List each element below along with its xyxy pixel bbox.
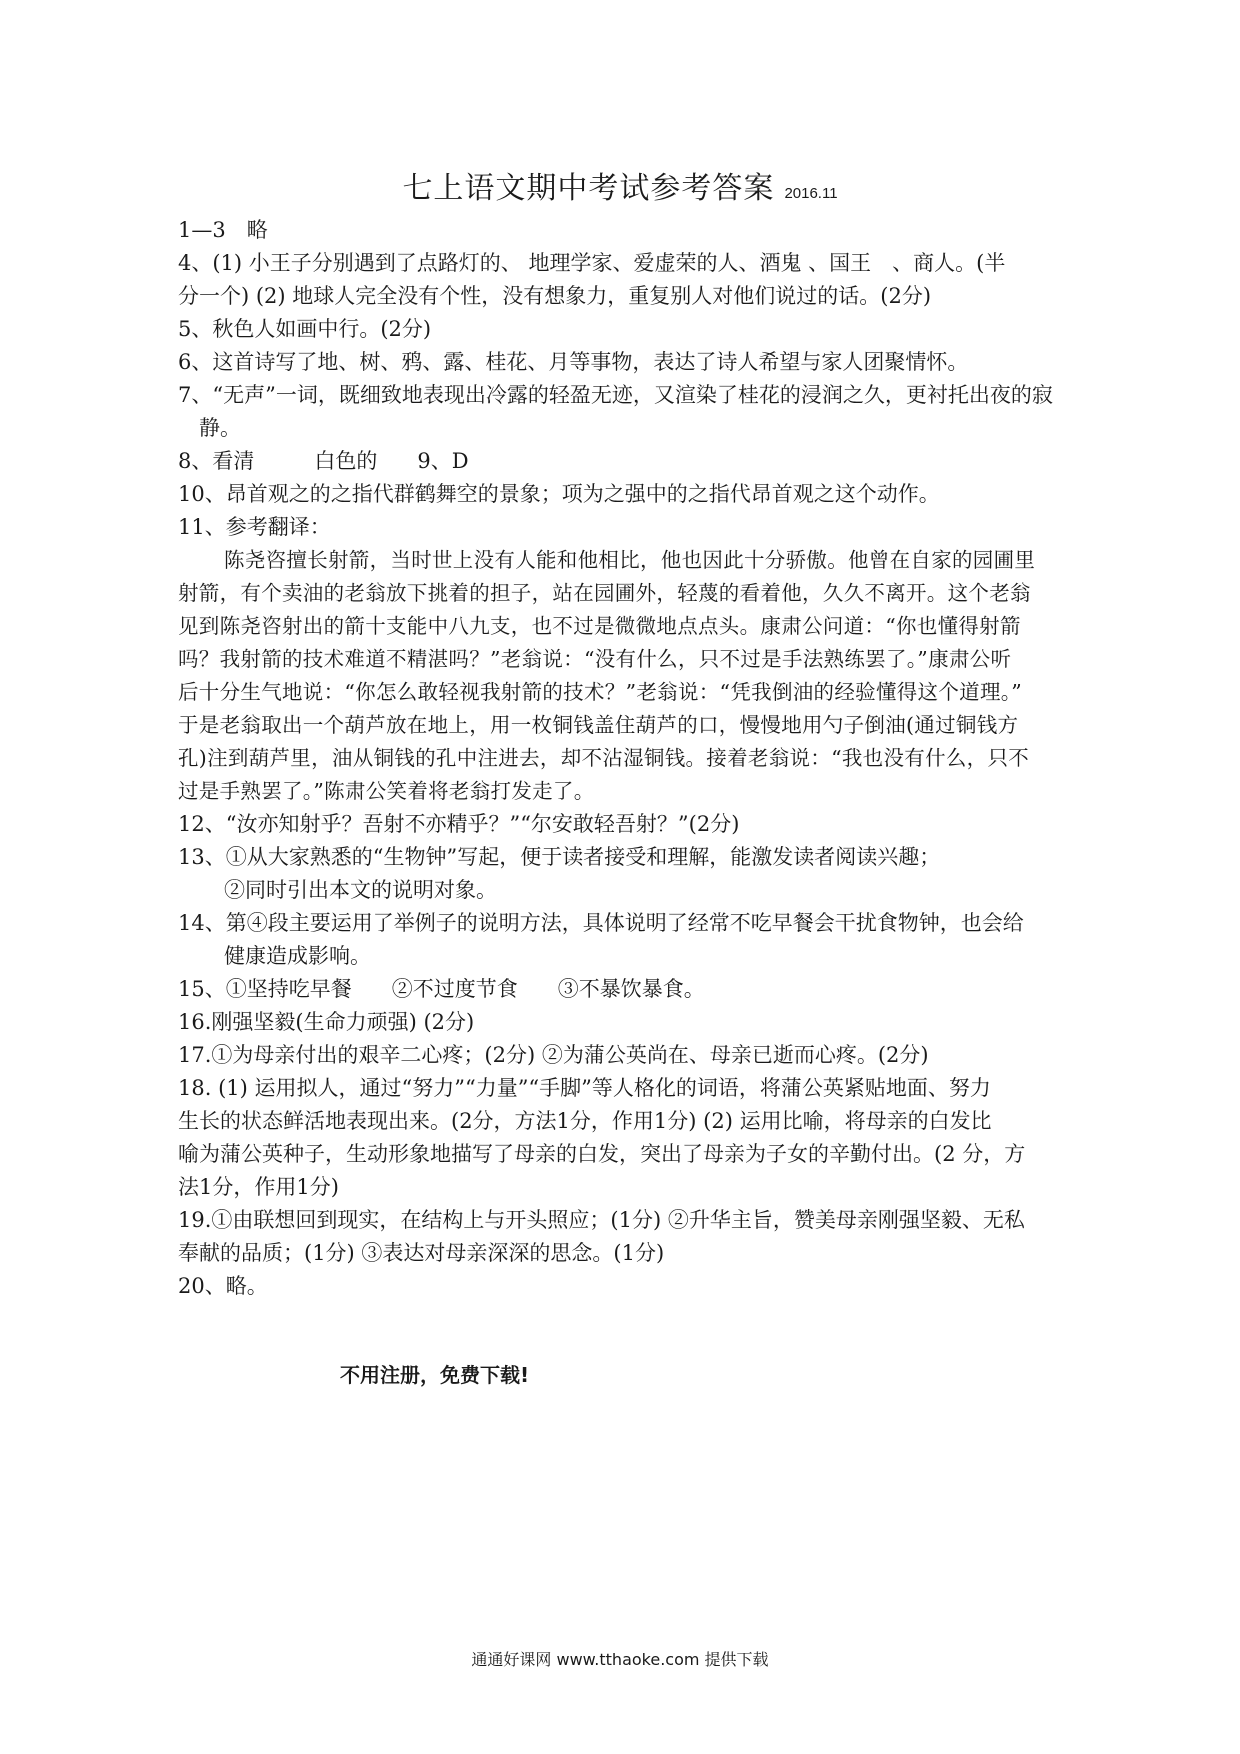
document-date: 2016.11 — [784, 185, 838, 202]
translation-line: 陈尧咨擅长射箭，当时世上没有人能和他相比，他也因此十分骄傲。他曾在自家的园圃里 — [224, 548, 1036, 572]
translation-line: 过是手熟罢了。”陈肃公笑着将老翁打发走了。 — [178, 779, 595, 803]
translation-line: 后十分生气地说：“你怎么敢轻视我射箭的技术？”老翁说：“凭我倒油的经验懂得这个道理。” — [178, 680, 1023, 704]
answer-8-part-2: 白色的 — [314, 449, 378, 473]
answer-15 — [178, 974, 1068, 1007]
answer-15-part-1: 15、①坚持吃早餐 — [178, 977, 352, 1001]
translation-line: 射箭，有个卖油的老翁放下挑着的担子，站在园圃外，轻蔑的看着他，久久不离开。这个老翁 — [178, 581, 1031, 605]
answer-19-line-1: 19.①由联想回到现实，在结构上与开头照应；(1分) ②升华主旨，赞美母亲刚强坚毅、无私 — [178, 1208, 1025, 1232]
answer-16: 16.刚强坚毅(生命力顽强) (2分) — [178, 1010, 475, 1034]
answer-19-line-2: 奉献的品质；(1分) ③表达对母亲深深的思念。(1分) — [178, 1241, 665, 1265]
answer-15-part-3: ③不暴饮暴食。 — [557, 977, 705, 1001]
document-title: 七上语文期中考试参考答案 — [402, 171, 775, 206]
answer-12: 12、“汝亦知射乎？吾射不亦精乎？”“尔安敢轻吾射？”(2分) — [178, 812, 740, 836]
answer-11-heading: 11、参考翻译： — [178, 515, 331, 539]
answer-4-line-1: 4、(1) 小王子分别遇到了点路灯的、 地理学家、爱虚荣的人、酒鬼 、国王 、商人。(半 — [178, 251, 1006, 275]
answer-list — [178, 215, 1068, 1304]
answer-15-part-2: ②不过度节食 — [391, 977, 518, 1001]
translation-paragraph — [178, 545, 1068, 809]
translation-line: 见到陈尧咨射出的箭十支能中八九支，也不过是微微地点点头。康肃公问道：“你也懂得射箭 — [178, 614, 1021, 638]
answer-17: 17.①为母亲付出的艰辛二心疼；(2分) ②为蒲公英尚在、母亲已逝而心疼。(2分) — [178, 1043, 929, 1067]
answer-6: 6、这首诗写了地、树、鸦、露、桂花、月等事物，表达了诗人希望与家人团聚情怀。 — [178, 350, 969, 374]
answer-18-line-1: 18. (1) 运用拟人，通过“努力”“力量”“手脚”等人格化的词语，将蒲公英紧贴地面、努力 — [178, 1076, 991, 1100]
answer-8-part-1: 8、看清 — [178, 449, 255, 473]
answer-7-line-2: 静。 — [199, 416, 241, 440]
answer-20: 20、略。 — [178, 1274, 268, 1298]
answer-5: 5、秋色人如画中行。(2分) — [178, 317, 432, 341]
answer-14-line-2: 健康造成影响。 — [224, 944, 371, 968]
answer-1-3: 1—3 略 — [178, 218, 268, 242]
answer-8-9 — [178, 446, 1068, 479]
footer-credit: 通通好课网 www.tthaoke.com 提供下载 — [471, 1650, 769, 1669]
translation-line: 于是老翁取出一个葫芦放在地上，用一枚铜钱盖住葫芦的口，慢慢地用勺子倒油(通过铜钱方 — [178, 713, 1019, 737]
answer-14-line-1: 14、第④段主要运用了举例子的说明方法，具体说明了经常不吃早餐会干扰食物钟，也会给 — [178, 911, 1024, 935]
answer-7-line-1: 7、“无声”一词，既细致地表现出冷露的轻盈无迹，又渲染了桂花的浸润之久，更衬托出夜的寂 — [178, 383, 1053, 407]
promo-text: 不用注册，免费下载! — [340, 1363, 530, 1387]
answer-4-line-2: 分一个) (2) 地球人完全没有个性，没有想象力，重复别人对他们说过的话。(2分) — [178, 284, 932, 308]
translation-line: 吗？我射箭的技术难道不精湛吗？”老翁说：“没有什么，只不过是手法熟练罢了。”康肃公听 — [178, 647, 1012, 671]
answer-18-line-2: 生长的状态鲜活地表现出来。(2分，方法1分，作用1分) (2) 运用比喻，将母亲的白发比 — [178, 1109, 992, 1133]
title-row — [0, 163, 1240, 207]
answer-13-line-2: ②同时引出本文的说明对象。 — [224, 878, 497, 902]
answer-13-line-1: 13、①从大家熟悉的“生物钟”写起，便于读者接受和理解，能激发读者阅读兴趣； — [178, 845, 941, 869]
answer-18-line-4: 法1分，作用1分) — [178, 1175, 339, 1199]
answer-9: 9、D — [417, 449, 469, 473]
answer-18-line-3: 喻为蒲公英种子，生动形象地描写了母亲的白发，突出了母亲为子女的辛勤付出。(2 分，方 — [178, 1142, 1026, 1166]
answer-10: 10、昂首观之的之指代群鹤舞空的景象；项为之强中的之指代昂首观之这个动作。 — [178, 482, 940, 506]
translation-line: 孔)注到葫芦里，油从铜钱的孔中注进去，却不沾湿铜钱。接着老翁说：“我也没有什么，只不 — [178, 746, 1030, 770]
